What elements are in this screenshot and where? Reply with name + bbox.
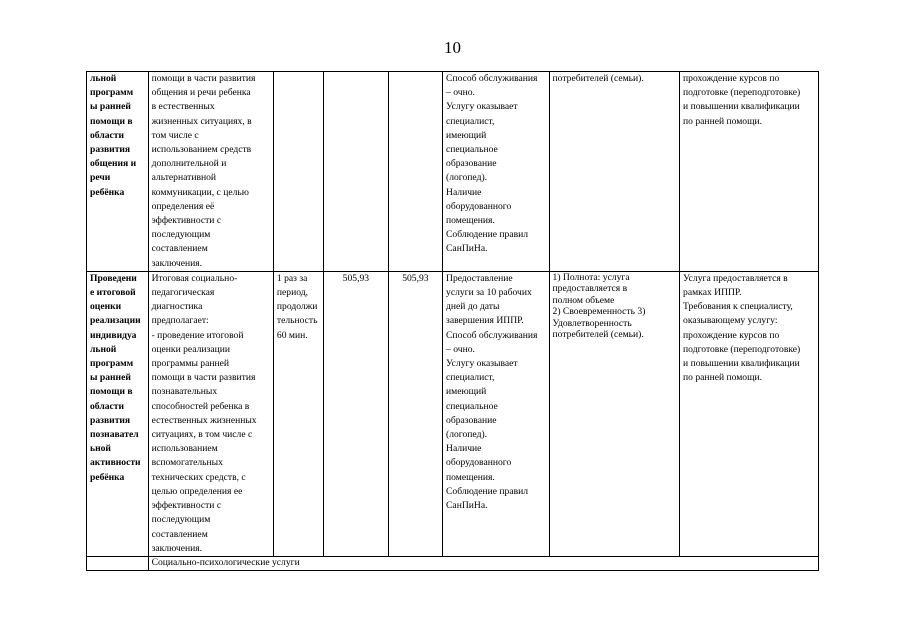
cell-text-line: общения и [90,158,137,170]
service-name-cell [87,271,149,556]
cell-text-line: общения и речи ребенка [151,87,251,99]
cell-text-line: коммуникации, с целью [151,186,249,198]
quality-indicators-cell [549,271,680,556]
cell-text-line: программ [90,358,134,370]
table-row [87,72,819,272]
cell-text-line: помощи в части развития [151,73,256,84]
cell-text-line: Соблюдение правил [446,485,529,497]
cell-text-line: прохождение курсов по [683,73,780,84]
cell-text-line: специальное [446,144,498,156]
cost-cell [324,72,389,272]
cell-text-line: заключения. [151,257,203,269]
service-description-cell [148,271,273,556]
cell-text-line: Проведени [90,272,137,284]
cell-text-line: составлением [151,528,208,540]
cell-text-line: ситуациях, в том числе с [151,429,253,441]
cell-text-line: (логопед). [446,429,488,441]
cell-text-line: помощи в [90,115,133,127]
cell-text-line: е итоговой [90,287,136,299]
cell-text-line: имеющий [446,386,487,398]
empty-cell [87,556,149,570]
section-heading: Социально-психологические услуги [148,556,818,570]
cell-text-line: области [90,129,125,141]
cell-text-line: предоставляется в [552,283,628,295]
cell-text-line: эффективности с [151,215,222,227]
cell-text-line: Требования к специалисту, [683,301,793,313]
cell-text-line: оказывающему услугу: [683,315,778,327]
cell-text-line: программы ранней [151,358,230,370]
cell-text-line: Предоставление [446,272,513,284]
frequency-cell [273,72,323,272]
cell-text-line: льной [90,343,117,355]
cell-text-line: специальное [446,400,498,412]
cell-text-line: потребителей (семьи). [552,73,644,84]
cell-text-line: оборудованного [446,457,512,469]
service-description-cell [148,72,273,272]
cell-text-line: образование [446,158,497,170]
cell-text-line: подготовке (переподготовке) [683,343,801,355]
cell-text-line: помощи в [90,386,133,398]
cell-text-line: образование [446,414,497,426]
cell-text-line: – очно. [446,87,475,99]
cell-text-line: определения её [151,200,215,212]
cell-text-line: Удовлетворенность [552,317,632,329]
cost-cell: 505,93 [324,271,389,556]
cell-text-line: специалист, [446,372,495,384]
cell-text-line: познавательных [151,386,218,398]
cell-text-line: альтернативной [151,172,217,184]
frequency-cell [273,271,323,556]
cell-text-line: естественных жизненных [151,414,257,426]
cell-text-line: вспомогательных [151,457,223,469]
cell-text-line: жизненных ситуациях, в [151,115,252,127]
cell-text-line: в естественных [151,101,215,113]
cell-text-line: подготовке (переподготовке) [683,87,801,99]
cell-text-line: потребителей (семьи). [552,329,644,341]
cell-text-line: специалист, [446,115,495,127]
cell-text-line: тельность [276,315,318,327]
cell-text-line: дней до даты [446,301,500,313]
cell-text-line: предполагает: [151,315,209,327]
cell-text-line: использованием [151,443,218,455]
cell-text-line: дополнительной и [151,158,227,170]
cell-text-line: ы ранней [90,372,131,384]
cell-text-line: реализации [90,315,141,327]
cell-text-line: составлением [151,243,208,255]
tariff-cell [388,72,442,272]
cell-text-line: ребёнка [90,471,125,483]
cell-text-line: использованием средств [151,144,252,156]
cell-text-line: способностей ребенка в [151,400,250,412]
cell-text-line: ы ранней [90,101,131,113]
cell-text-line: и повышении квалификации [683,358,800,370]
cell-text-line: ьной [90,443,111,455]
cell-text-line: 1) Полнота: услуга [552,271,630,283]
table-row [87,556,819,570]
cell-text-line: продолжи [276,301,318,313]
cell-text-line: - проведение итоговой [151,329,244,341]
cell-text-line: диагностика [151,301,203,313]
cell-text-line: льной [90,73,117,84]
cell-text-line: 1 раз за [276,272,308,284]
cell-text-line: помещения. [446,471,495,483]
cell-text-line: имеющий [446,129,487,141]
cell-text-line: оценки реализации [151,343,230,355]
specialist-requirements-cell [680,271,819,556]
cell-text-line: технических средств, с [151,471,246,483]
cell-text-line: том числе с [151,129,199,141]
cell-text-line: по ранней помощи. [683,115,763,127]
quality-indicators-cell [549,72,680,272]
service-conditions-cell [443,72,550,272]
cell-text-line: Итоговая социально- [151,272,238,284]
cell-text-line: педагогическая [151,287,215,299]
cell-text-line: оценки [90,301,122,313]
cell-text-line: активности [90,457,141,469]
cell-text-line: развития [90,144,131,156]
cell-text-line: по ранней помощи. [683,372,763,384]
cell-text-line: помещения. [446,215,495,227]
service-conditions-cell [443,271,550,556]
tariff-cell: 505,93 [388,271,442,556]
page-number: 10 [444,38,461,57]
cell-text-line: речи [90,172,111,184]
cell-text-line: полном объеме [552,294,615,306]
cell-text-line: – очно. [446,343,475,355]
cell-text-line: СанПиНа. [446,243,488,255]
cell-text-line: Способ обслуживания [446,329,538,341]
service-name-cell [87,72,149,272]
cell-text-line: Соблюдение правил [446,229,529,241]
cell-text-line: СанПиНа. [446,500,488,512]
cell-text-line: Наличие [446,443,482,455]
cell-text-line: помощи в части развития [151,372,256,384]
cell-text-line: Услугу оказывает [446,101,518,113]
cell-text-line: индивидуа [90,329,137,341]
cell-text-line: последующим [151,229,211,241]
cell-text-line: развития [90,414,131,426]
cell-text-line: области [90,400,125,412]
cell-text-line: и повышении квалификации [683,101,800,113]
cell-text-line: услуги за 10 рабочих [446,287,532,299]
cell-text-line: 60 мин. [276,329,308,341]
cell-text-line: рамках ИППР. [683,287,742,299]
cell-text-line: последующим [151,514,211,526]
cell-text-line: Услуга предоставляется в [683,272,788,284]
cell-text-line: 2) Своевременность 3) [552,306,646,318]
cell-text-line: (логопед). [446,172,488,184]
cell-text-line: ребёнка [90,186,125,198]
cell-text-line: оборудованного [446,200,512,212]
specialist-requirements-cell [680,72,819,272]
cell-text-line: завершения ИППР. [446,315,524,327]
services-table [86,71,819,571]
cell-text-line: Услугу оказывает [446,358,518,370]
cell-text-line: эффективности с [151,500,222,512]
table-row [87,271,819,556]
cell-text-line: программ [90,87,134,99]
cell-text-line: Способ обслуживания [446,73,538,84]
cell-text-line: целью определения ее [151,485,243,497]
cell-text-line: Наличие [446,186,482,198]
cell-text-line: познавател [90,429,139,441]
cell-text-line: прохождение курсов по [683,329,780,341]
cell-text-line: заключения. [151,542,203,554]
cell-text-line: период, [276,287,309,299]
